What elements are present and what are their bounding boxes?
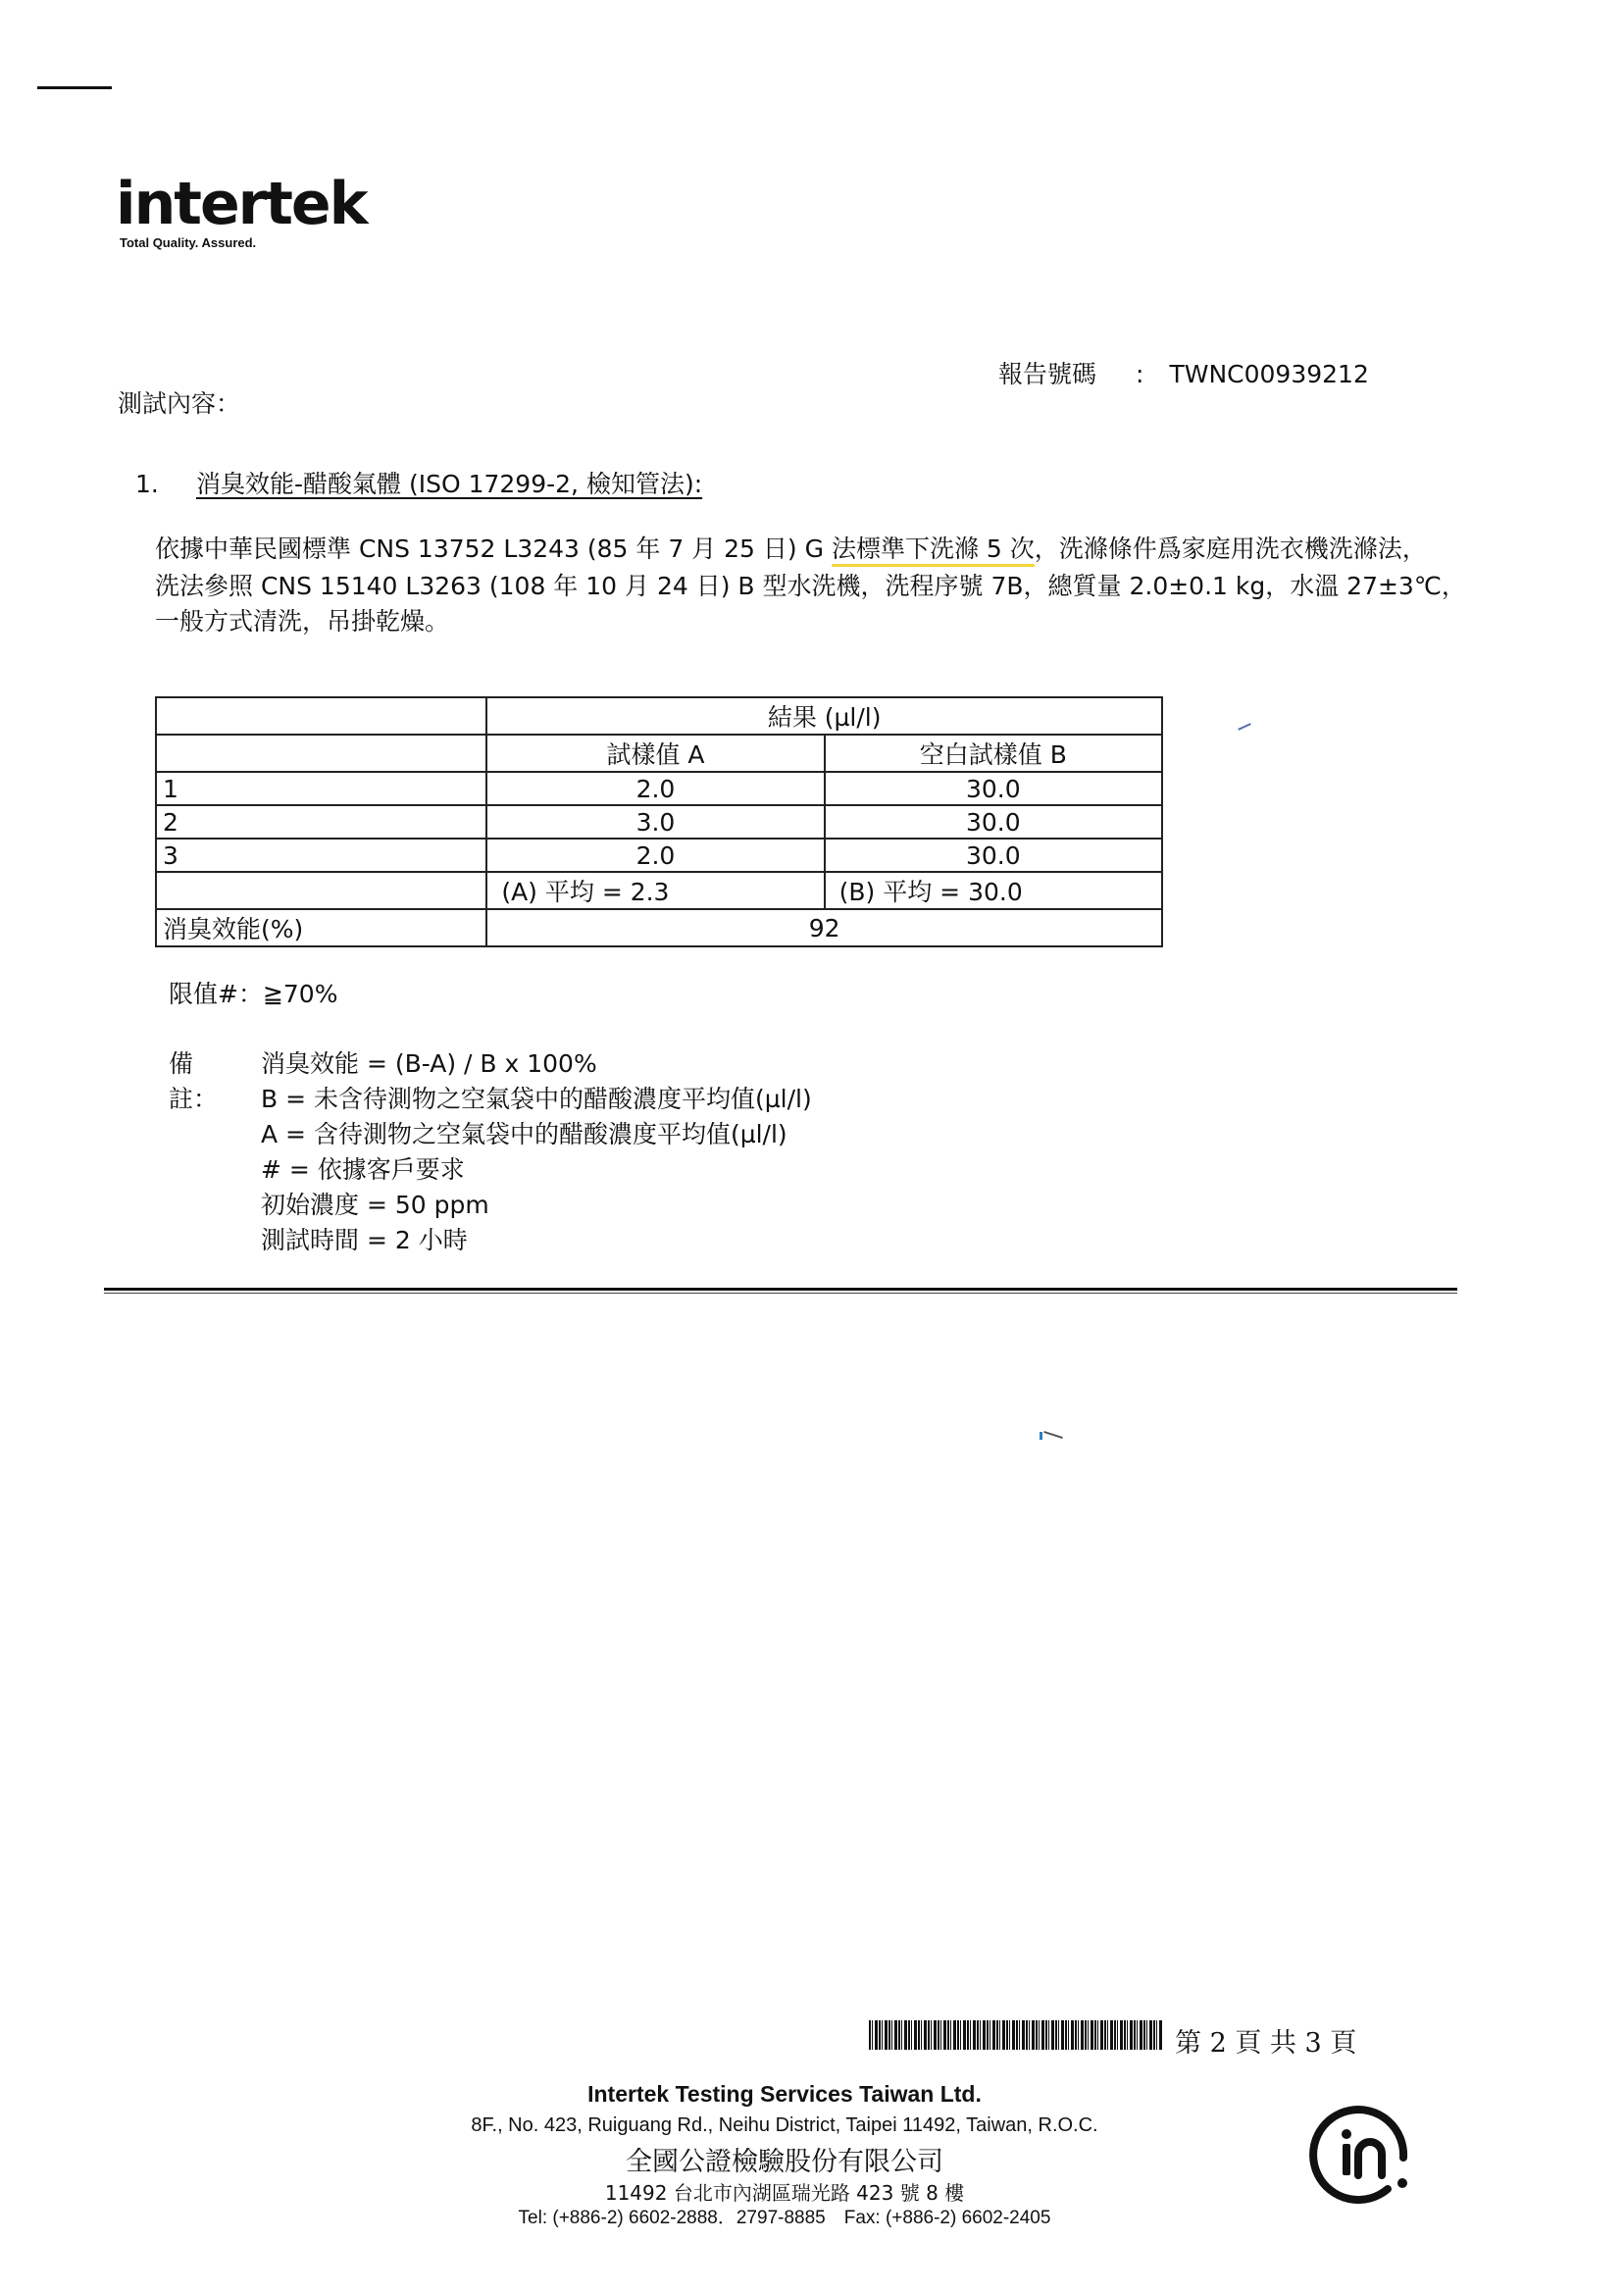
table-efficiency-row — [156, 909, 1162, 946]
table-empty-cell — [156, 872, 486, 909]
result-header: 結果 (µl/l) — [486, 697, 1162, 735]
row-number: 3 — [156, 839, 486, 872]
in-certification-icon — [1309, 2099, 1417, 2207]
scan-speck — [1238, 723, 1251, 731]
table-row — [156, 805, 1162, 839]
note-line: 消臭效能 = (B-A) / B x 100% — [261, 1049, 597, 1078]
address-en: 8F., No. 423, Ruiguang Rd., Neihu District, Taipei 11492, Taiwan, R.O.C. — [471, 2114, 1098, 2136]
sample-a-value: 2.0 — [486, 772, 824, 805]
report-number-label: 報告號碼 — [998, 360, 1097, 388]
notes-label: 備註： — [169, 1049, 219, 1113]
note-line: # = 依據客戶要求 — [261, 1155, 465, 1184]
table-row — [156, 839, 1162, 872]
section-divider — [104, 1288, 1457, 1291]
page-number: 第 2 頁 共 3 頁 — [1175, 2028, 1357, 2059]
company-name-zh: 全國公證檢驗股份有限公司 — [626, 2147, 943, 2177]
paragraph-text: 依據中華民國標準 CNS 13752 L3243 (85 年 7 月 25 日) G — [155, 535, 832, 563]
section-title-text: 消臭效能-醋酸氣體 (ISO 17299-2, 檢知管法): — [196, 470, 703, 498]
address-zh: 11492 台北市內湖區瑞光路 423 號 8 樓 — [604, 2181, 965, 2205]
blank-b-value: 30.0 — [825, 839, 1162, 872]
logo-tagline: Total Quality. Assured. — [120, 235, 257, 250]
barcode — [869, 2020, 1163, 2050]
efficiency-label: 消臭效能(%) — [156, 909, 486, 946]
row-number: 2 — [156, 805, 486, 839]
report-number — [998, 355, 1369, 390]
scan-speck — [1043, 1431, 1063, 1439]
logo-wordmark: intertek — [116, 170, 367, 238]
limit-value: 限值#：≧70% — [169, 980, 338, 1008]
highlighted-text: 法標準下洗滌 5 次 — [831, 535, 1035, 563]
scan-speck — [1040, 1432, 1042, 1440]
report-number-value: TWNC00939212 — [1169, 360, 1369, 388]
section-number: 1. — [135, 470, 159, 498]
table-corner-cell — [156, 697, 486, 735]
column-header-a: 試樣值 A — [486, 735, 824, 772]
table-header-row — [156, 697, 1162, 735]
method-paragraph-line-3: 一般方式清洗，吊掛乾燥。 — [155, 607, 450, 636]
note-line: 測試時間 = 2 小時 — [261, 1226, 468, 1254]
intertek-logo — [116, 170, 367, 250]
company-name-en: Intertek Testing Services Taiwan Ltd. — [587, 2081, 982, 2107]
row-number: 1 — [156, 772, 486, 805]
column-header-b: 空白試樣值 B — [825, 735, 1162, 772]
results-table — [155, 696, 1163, 947]
method-paragraph-line-1 — [155, 530, 1469, 565]
report-number-separator: : — [1136, 360, 1144, 388]
efficiency-value: 92 — [486, 909, 1162, 946]
section-divider-thin — [104, 1293, 1457, 1294]
table-subheader-row — [156, 735, 1162, 772]
method-paragraph-line-2: 洗法參照 CNS 15140 L3263 (108 年 10 月 24 日) B 型水洗機，洗程序號 7B，總質量 2.0±0.1 kg，水溫 27±3℃， — [155, 572, 1466, 600]
table-empty-cell — [156, 735, 486, 772]
paragraph-text: ，洗滌條件爲家庭用洗衣機洗滌法， — [1034, 535, 1427, 563]
blank-b-value: 30.0 — [825, 805, 1162, 839]
note-line: 初始濃度 = 50 ppm — [261, 1191, 489, 1219]
contact-info: Tel: (+886-2) 6602-2888．2797-8885 Fax: (+886-2) 6602-2405 — [518, 2208, 1051, 2228]
average-b: (B) 平均 = 30.0 — [825, 872, 1162, 909]
average-a: (A) 平均 = 2.3 — [486, 872, 824, 909]
scan-mark — [37, 86, 112, 89]
note-line: A = 含待測物之空氣袋中的醋酸濃度平均值(µl/l) — [261, 1120, 787, 1148]
table-average-row — [156, 872, 1162, 909]
blank-b-value: 30.0 — [825, 772, 1162, 805]
sample-a-value: 2.0 — [486, 839, 824, 872]
sample-a-value: 3.0 — [486, 805, 824, 839]
section-title — [135, 465, 702, 500]
note-line: B = 未含待測物之空氣袋中的醋酸濃度平均值(µl/l) — [261, 1085, 812, 1113]
table-row — [156, 772, 1162, 805]
test-content-label: 測試內容： — [118, 389, 241, 418]
